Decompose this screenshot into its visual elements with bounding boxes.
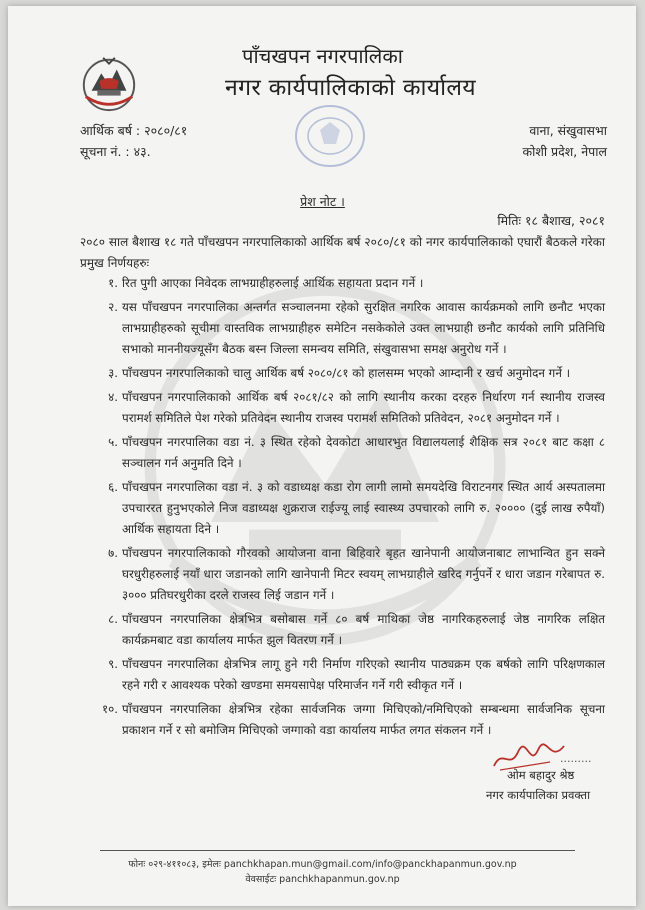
- signature-dots: .........: [560, 752, 592, 765]
- signatory-title: नगर कार्यपालिका प्रवक्ता: [486, 788, 591, 802]
- list-item: १०. पाँचखपन नगरपालिका क्षेत्रभित्र रहेका सार्वजनिक जग्गा मिचिएको/नमिचिएको सम्बन्धमा सार्वजनिक सूचना प्रकाशन गर्ने र सो बमोजिम मिचिएको जग्गाको वडा कार्यालय मार्फत लगत संकलन गर्ने ।: [101, 702, 605, 737]
- fiscal-year: आर्थिक बर्ष : २०८०/८१: [80, 123, 188, 138]
- address-line-1: वाना, संखुवासभा: [529, 123, 607, 138]
- footer-website: वेवसाईटः panchkhapanmun.gov.np: [245, 874, 400, 885]
- notice-intro: २०८० साल बैशाख १८ गते पाँचखपन नगरपालिकाको आर्थिक बर्ष २०८०/८१ को नगर कार्यपालिकाको एघारौं बैठकले गरेका प्रमुख निर्णयहरुः: [80, 235, 605, 270]
- notice-title: प्रेश नोट ।: [300, 194, 345, 209]
- decision-list: [80, 273, 605, 744]
- list-item: १. रित पुगी आएका निवेदक लाभग्राहीहरुलाई आर्थिक सहायता प्रदान गर्ने ।: [108, 276, 424, 290]
- office-stamp-icon: [290, 100, 370, 170]
- notice-date: मितिः १८ बैशाख, २०८१: [497, 213, 605, 228]
- list-item: ४. पाँचखपन नगरपालिकाको आर्थिक बर्ष २०८१/८२ को लागि स्थानीय करका दरहरु निर्धारण गर्न स्थानीय राजस्व परामर्श समितिले पेश गरेको प्रतिवेदन स्थानीय राजस्व परामर्श समितिको प्रतिवेदन, २०८१ अनुमोदन गर्ने ।: [108, 390, 605, 425]
- office-name: नगर कार्यपालिकाको कार्यालय: [225, 75, 476, 101]
- address-line-2: कोशी प्रदेश, नेपाल: [522, 144, 607, 159]
- list-item: २. यस पाँचखपन नगरपालिका अन्तर्गत सञ्चालनमा रहेको सुरक्षित नगरिक आवास कार्यक्रमको लागि छनौट भएका लाभग्राहीहरुको सूचीमा वास्तविक लाभग्राहीहरु समेटिन नसकेकोले उक्त लाभग्राही छनौट कार्यको लागि प्रतिनिधि सभाको माननीयज्यूसँग बैठक बस्न जिल्ला समन्वय समिति, संखुवासभा समक्ष अनुरोध गर्ने ।: [108, 300, 605, 356]
- signatory-name: ओम बहादुर श्रेष्ठ: [507, 768, 575, 782]
- list-item: ९. पाँचखपन नगरपालिका क्षेत्रभित्र लागू हुने गरी निर्माण गरिएको स्थानीय पाठ्यक्रम एक बर्षको लागि परिक्षणकाल रहने गरी र आवश्यक परेको खण्डमा समयसापेक्ष परिमार्जन गर्ने गरी स्वीकृत गर्ने ।: [108, 657, 605, 692]
- municipality-name: पाँचखपन नगरपालिका: [242, 44, 403, 68]
- list-item: ६. पाँचखपन नगरपालिका वडा नं. ३ को वडाध्यक्ष कडा रोग लागी लामो समयदेखि विराटनगर स्थित आर्य अस्पतालमा उपचाररत हुनुभएकोले निज वडाध्यक्ष शुक्रराज राईज्यू लाई स्वास्थ्य उपचारको लागि रु. २०००० (दुई लाख रुपैयाँ) आर्थिक सहायता दिने ।: [108, 480, 605, 536]
- list-item: ३. पाँचखपन नगरपालिकाको चालु आर्थिक बर्ष २०८०/८१ को हालसम्म भएको आम्दानी र खर्च अनुमोदन गर्ने ।: [108, 366, 571, 380]
- footer-divider: [100, 850, 575, 851]
- list-item: ७. पाँचखपन नगरपालिकाको गौरवको आयोजना वाना बिहिवारे बृहत खानेपानी आयोजनाबाट लाभान्वित हुन सक्ने घरधुरीहरुलाई नयाँ धारा जडानको लागि खानेपानी मिटर स्वयम् लाभग्राहीले खरिद गर्नुपर्ने र धारा जडान गरेबापत रु. ३००० प्रतिघरधुरीका दरले राजस्व लिई जडान गर्ने ।: [108, 546, 605, 602]
- list-item: ५. पाँचखपन नगरपालिका वडा नं. ३ स्थित रहेको देवकोटा आधारभुत विद्यालयलाई शैक्षिक सत्र २०८१ बाट कक्षा ८ सञ्चालन गर्न अनुमति दिने ।: [108, 435, 605, 470]
- footer-contact: फोनः ०२९-४११०८३, इमेलः panchkhapan.mun@gmail.com/info@panckhapanmun.gov.np: [128, 859, 517, 870]
- list-item: ८. पाँचखपन नगरपालिका क्षेत्रभित्र बसोबास गर्ने ८० बर्ष माथिका जेष्ठ नागरिकहरुलाई जेष्ठ नागरिक लक्षित कार्यक्रमबाट वडा कार्यालय मार्फत झुल वितरण गर्ने ।: [108, 612, 605, 647]
- notice-number: सूचना नं. : ४३.: [80, 144, 151, 159]
